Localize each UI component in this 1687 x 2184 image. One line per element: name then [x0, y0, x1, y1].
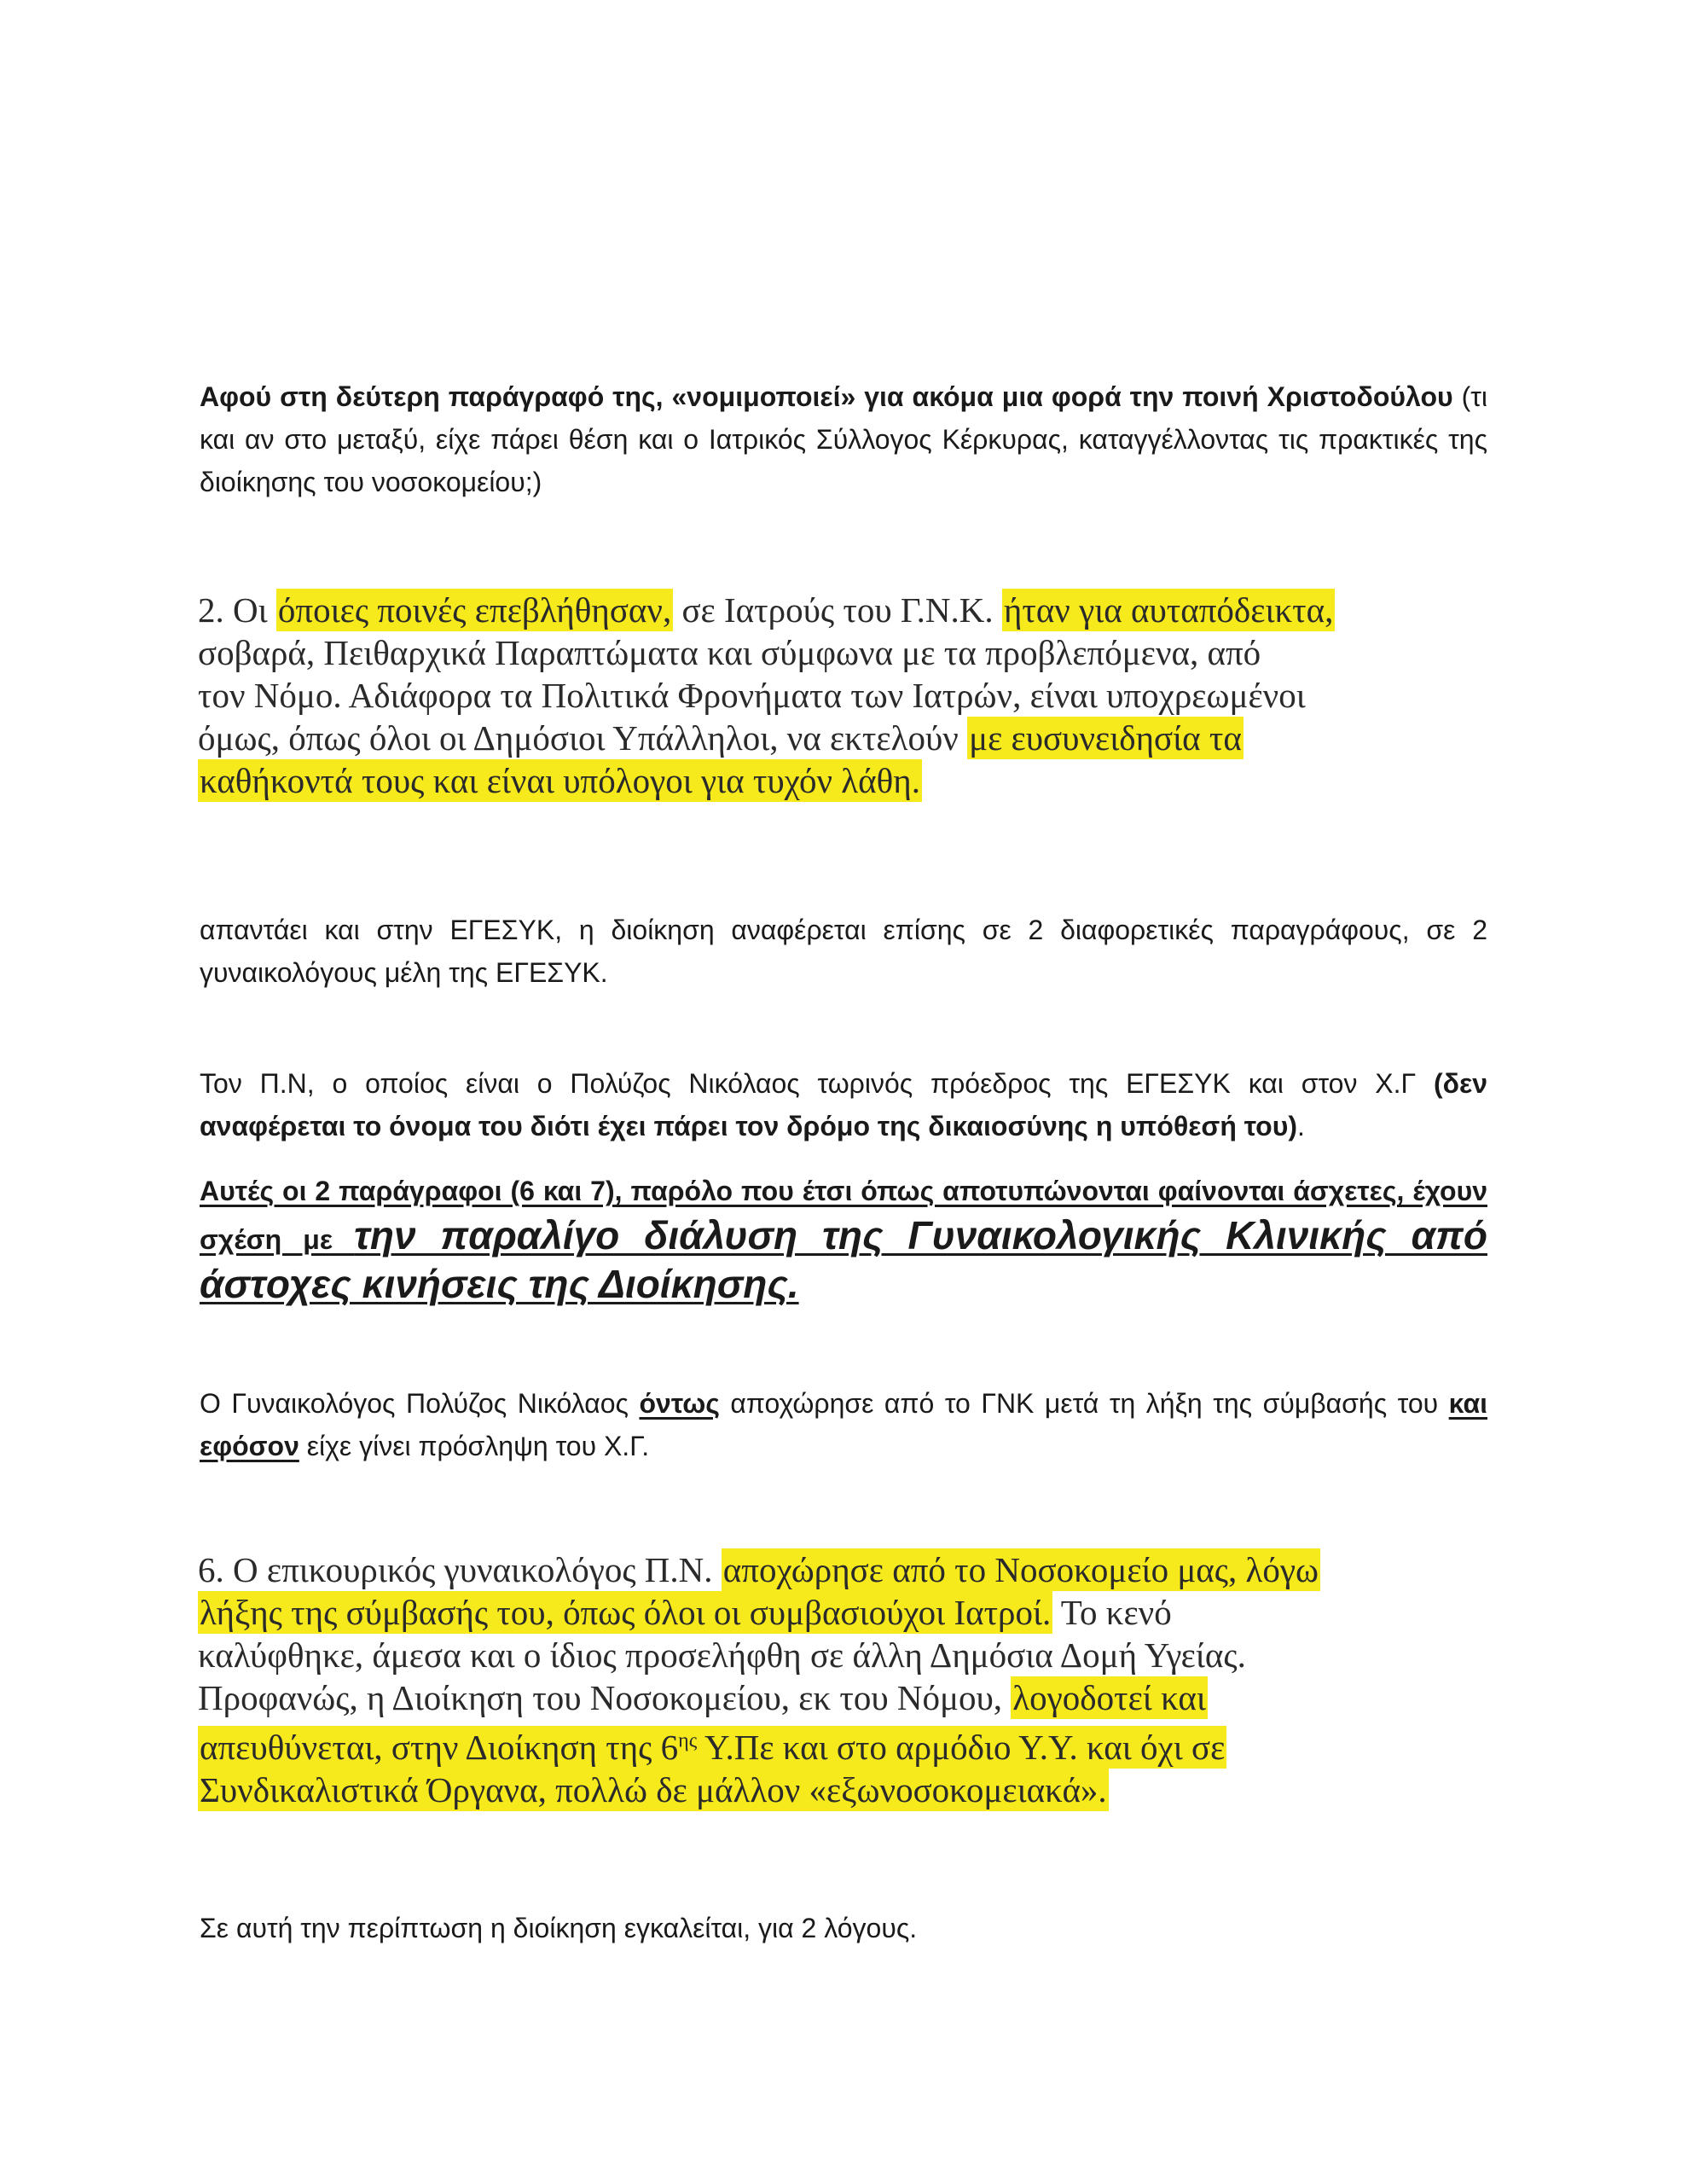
quote2-line-3: καλύφθηκε, άμεσα και ο ίδιος προσελήφθη σε άλλη Δημόσια Δομή Υγείας. — [198, 1635, 1246, 1675]
quoted-excerpt-paragraph-6 — [198, 1548, 1494, 1811]
ontos-emphasis: όντως — [639, 1388, 720, 1419]
emphasis-paragraph — [200, 1169, 1487, 1310]
quoted-excerpt-paragraph-2 — [198, 589, 1494, 802]
quote1-line-5 — [198, 759, 1494, 802]
quote1-line-1: 2. Οι όποιες ποινές επεβλήθησαν, σε Ιατρούς του Γ.Ν.Κ. ήταν για αυταπόδεικτα, — [198, 590, 1334, 630]
highlight: απευθύνεται, στην Διοίκηση της $6^{\eta\varsigma}$ Υ.Πε και στο αρμόδιο Υ.Υ. και όχι σε — [200, 1727, 1226, 1767]
intro-rest-text: (τι και αν στο μεταξύ, είχε πάρει θέση και ο Ιατρικός Σύλλογος Κέρκυρας, καταγγέλλοντας τις πρακτικές της διοίκησης του νοσοκομείου;) — [200, 381, 1488, 497]
quote2-line-5 — [198, 1719, 1494, 1769]
highlight: λογοδοτεί και — [1012, 1678, 1206, 1717]
highlight: Συνδικαλιστικά Όργανα, πολλώ δε μάλλον «εξωνοσοκομειακά». — [200, 1769, 1107, 1809]
highlight: καθήκοντά τους και είναι υπόλογοι για τυχόν λάθη. — [200, 761, 920, 800]
highlight: ήταν για αυταπόδεικτα, — [1003, 590, 1334, 630]
emphasis-bold-underlined: Αυτές οι 2 παράγραφοι (6 και 7), παρόλο που έτσι όπως αποτυπώνονται φαίνονται άσχετες, έχουν σχέση με — [200, 1176, 1487, 1255]
quote2-line-6 — [198, 1769, 1494, 1811]
highlight: αποχώρησε από το Νοσοκομείο μας, λόγω — [722, 1550, 1319, 1589]
polyzos-paragraph: Ο Γυναικολόγος Πολύζος Νικόλαος όντως αποχώρησε από το ΓΝΚ μετά τη λήξη της σύμβασής του και εφόσον είχε γίνει πρόσληψη του Χ.Γ. — [200, 1388, 1487, 1461]
quote1-line-2: σοβαρά, Πειθαρχικά Παραπτώματα και σύμφωνα με τα προβλεπόμενα, από — [198, 633, 1261, 672]
quote1-line-3: τον Νόμο. Αδιάφορα τα Πολιτικά Φρονήματα των Ιατρών, είναι υποχρεωμένοι — [198, 676, 1306, 715]
quote2-line-1: 6. Ο επικουρικός γυναικολόγος Π.Ν. αποχώρησε από το Νοσοκομείο μας, λόγω — [198, 1550, 1319, 1589]
egesyk-paragraph: απαντάει και στην ΕΓΕΣΥΚ, η διοίκηση αναφέρεται επίσης σε 2 διαφορετικές παραγράφους, σε 2 γυναικολόγους μέλη της ΕΓΕΣΥΚ. — [200, 915, 1487, 988]
quote1-line-4: όμως, όπως όλοι οι Δημόσιοι Υπάλληλοι, να εκτελούν με ευσυνειδησία τα — [198, 718, 1242, 758]
highlight: λήξης της σύμβασής του, όπως όλοι οι συμβασιούχοι Ιατροί. — [200, 1593, 1052, 1632]
pn-xg-paragraph: Τον Π.Ν, ο οποίος είναι ο Πολύζος Νικόλαος τωρινός πρόεδρος της ΕΓΕΣΥΚ και στον Χ.Γ (δεν αναφέρεται το όνομα του διότι έχει πάρει τον δρόμο της δικαιοσύνης η υπόθεσή του). — [200, 1068, 1487, 1141]
emphasis-big-italic: την παραλίγο διάλυση της Γυναικολογικής Κλινικής από άστοχες κινήσεις της Διοίκησης. — [200, 1213, 1488, 1306]
quote2-line-4: Προφανώς, η Διοίκηση του Νοσοκομείου, εκ του Νόμου, λογοδοτεί και — [198, 1678, 1206, 1717]
quote2-line-2: λήξης της σύμβασής του, όπως όλοι οι συμβασιούχοι Ιατροί. Το κενό — [200, 1593, 1172, 1632]
highlight: με ευσυνειδησία τα — [969, 718, 1242, 758]
intro-paragraph — [200, 375, 1487, 503]
closing-paragraph: Σε αυτή την περίπτωση η διοίκηση εγκαλείται, για 2 λόγους. — [200, 1913, 918, 1943]
pn-xg-bold-text: (δεν αναφέρεται το όνομα του διότι έχει πάρει τον δρόμο της δικαιοσύνης η υπόθεσή του) — [200, 1068, 1487, 1141]
highlight: όποιες ποινές επεβλήθησαν, — [277, 590, 672, 630]
kai-efoson-emphasis: και εφόσον — [200, 1388, 1487, 1461]
intro-bold-text: Αφού στη δεύτερη παράγραφό της, «νομιμοποιεί» για ακόμα μια φορά την ποινή Χριστοδούλου — [200, 381, 1453, 412]
